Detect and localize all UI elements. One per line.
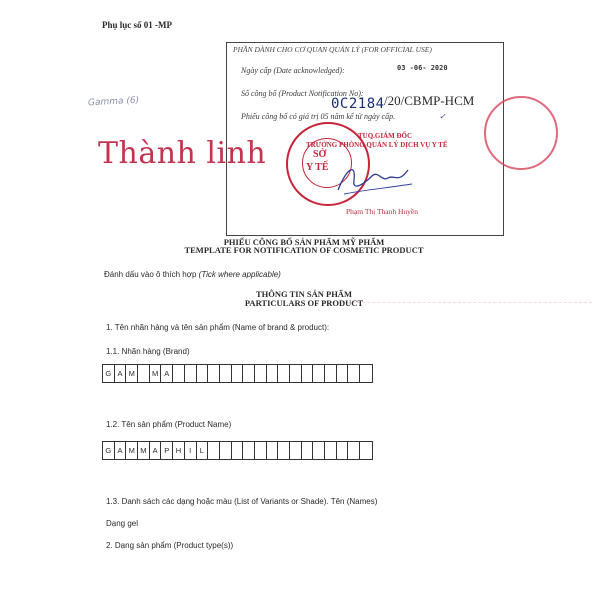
brand-cell: M — [126, 365, 138, 382]
signer-name: Phạm Thị Thanh Huyền — [346, 207, 419, 216]
validity-tick: ✓ — [439, 112, 446, 121]
product-cell: A — [115, 442, 127, 459]
document-title-vn: PHIẾU CÔNG BỐ SẢN PHẨM MỸ PHẨM — [223, 237, 385, 247]
appendix-label: Phụ lục số 01 -MP — [102, 20, 173, 30]
product-letter-grid — [102, 441, 373, 460]
brand-cell: G — [103, 365, 115, 382]
product-cell — [337, 442, 349, 459]
notification-number-label: Số công bố (Product Notification No): — [241, 89, 364, 98]
brand-cell — [232, 365, 244, 382]
brand-cell — [278, 365, 290, 382]
brand-cell: A — [161, 365, 173, 382]
particulars-title-vn: THÔNG TIN SẢN PHẨM — [256, 289, 352, 299]
validity-note: Phiếu công bố có giá trị 05 năm kể từ ngày cấp. — [241, 112, 396, 121]
product-cell: I — [185, 442, 197, 459]
brand-cell — [173, 365, 185, 382]
brand-cell — [302, 365, 314, 382]
notification-number-value: 0C2184 — [331, 96, 385, 112]
seal-word-yte: Y TẾ — [306, 162, 329, 173]
seal-word-so: SỞ — [313, 149, 327, 160]
brand-cell — [197, 365, 209, 382]
product-cell — [313, 442, 325, 459]
product-cell — [325, 442, 337, 459]
brand-cell — [348, 365, 360, 382]
brand-letter-grid — [102, 364, 373, 383]
product-cell: H — [173, 442, 185, 459]
product-cell — [243, 442, 255, 459]
signatory-department: TRƯỞNG PHÒNG QUẢN LÝ DỊCH VỤ Y TẾ — [306, 141, 448, 149]
product-cell — [360, 442, 372, 459]
brand-cell — [313, 365, 325, 382]
product-cell: A — [150, 442, 162, 459]
tick-instruction — [104, 270, 281, 279]
partial-seal-right — [484, 96, 558, 170]
product-cell: L — [197, 442, 209, 459]
particulars-title-en: PARTICULARS OF PRODUCT — [244, 298, 364, 308]
section-1-2-label: 1.2. Tên sản phẩm (Product Name) — [106, 420, 232, 429]
official-box-header: PHẦN DÀNH CHO CƠ QUAN QUẢN LÝ (FOR OFFICIAL USE) — [233, 45, 432, 54]
brand-cell — [138, 365, 150, 382]
brand-stamp: Thành linh — [98, 136, 267, 171]
brand-cell: A — [115, 365, 127, 382]
tick-instruction-vn: Đánh dấu vào ô thích hợp — [104, 270, 197, 279]
document-title-en: TEMPLATE FOR NOTIFICATION OF COSMETIC PRODUCT — [184, 245, 424, 255]
section-1-label: 1. Tên nhãn hàng và tên sản phẩm (Name of brand & product): — [106, 323, 330, 332]
section-1-1-label: 1.1. Nhãn hàng (Brand) — [106, 347, 190, 356]
variant-value: Dạng gel — [106, 519, 139, 528]
product-cell — [267, 442, 279, 459]
signatory-title: TUQ.GIÁM ĐỐC — [358, 132, 413, 140]
product-cell — [278, 442, 290, 459]
brand-cell — [337, 365, 349, 382]
product-cell: M — [138, 442, 150, 459]
product-cell — [290, 442, 302, 459]
product-cell — [208, 442, 220, 459]
brand-cell — [325, 365, 337, 382]
product-cell — [255, 442, 267, 459]
notification-number-suffix: /20/CBMP-HCM — [384, 93, 475, 108]
signature-mark — [334, 160, 416, 200]
date-acknowledged-value: 03 -06- 2020 — [397, 64, 448, 72]
product-cell: P — [161, 442, 173, 459]
brand-cell — [255, 365, 267, 382]
handwritten-note: Gamma (6) — [87, 95, 140, 109]
section-1-3-label: 1.3. Danh sách các dạng hoặc màu (List of Variants or Shade). Tên (Names) — [106, 497, 378, 506]
product-cell — [220, 442, 232, 459]
brand-cell — [267, 365, 279, 382]
date-acknowledged-label: Ngày cấp (Date acknowledged): — [241, 66, 345, 75]
brand-cell — [208, 365, 220, 382]
product-cell — [348, 442, 360, 459]
product-cell — [302, 442, 314, 459]
tick-instruction-en: (Tick where applicable) — [198, 270, 281, 279]
brand-cell — [290, 365, 302, 382]
product-cell: M — [126, 442, 138, 459]
section-2-label: 2. Dạng sản phẩm (Product type(s)) — [106, 541, 234, 550]
brand-cell — [243, 365, 255, 382]
brand-cell — [220, 365, 232, 382]
brand-cell — [360, 365, 372, 382]
brand-cell: M — [150, 365, 162, 382]
brand-cell — [185, 365, 197, 382]
product-cell — [232, 442, 244, 459]
product-cell: G — [103, 442, 115, 459]
